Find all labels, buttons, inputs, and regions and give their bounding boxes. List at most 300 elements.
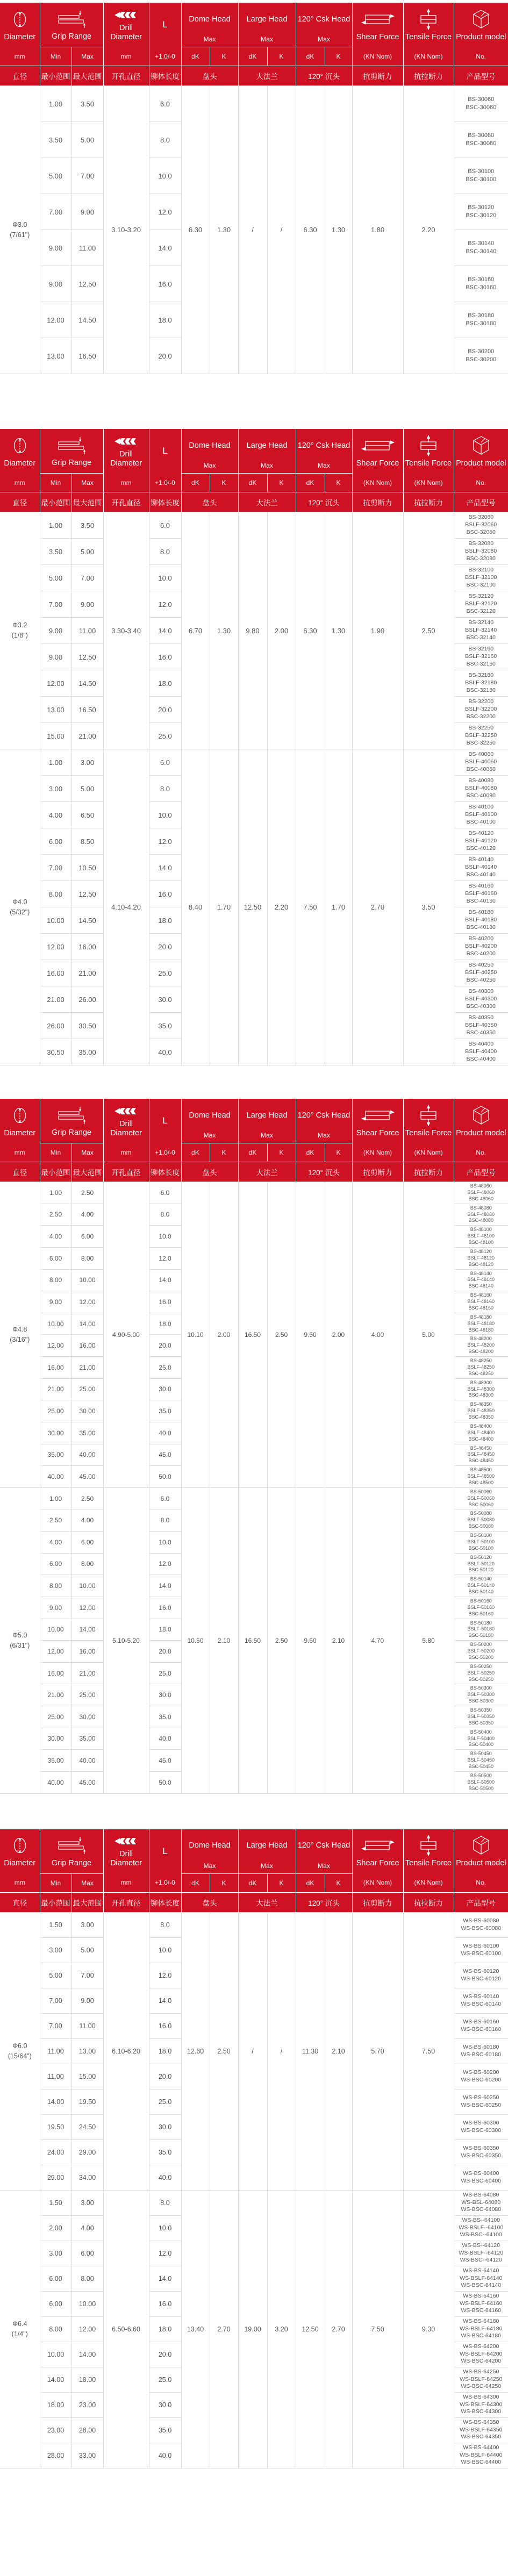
shear-force-cell: 4.00 [352,1182,403,1488]
product-model-cell [454,1291,508,1313]
dome-k-cell: 1.70 [210,749,238,1065]
grip-range-icon [56,429,87,459]
product-model: BSLF-40100 [465,811,497,818]
header-unit: Max [71,1873,103,1892]
header-label: Grip Range [51,1858,92,1867]
grip-max-cell: 7.00 [71,1963,103,1988]
product-model: BS-50140 [470,1576,492,1582]
product-model: BSLF-48080 [467,1211,495,1217]
product-model-cell [454,1988,508,2013]
header-120-csk-head [296,429,352,474]
product-model-cell [454,1182,508,1204]
diameter-value: Φ3.2 [12,621,27,629]
header-unit: Max [71,47,103,66]
product-model: BS-40300 [468,988,494,995]
header-cn-label: 抗剪断力 [352,1162,403,1182]
grip-max-cell: 14.00 [71,1619,103,1641]
product-model: BSC-50120 [468,1567,494,1573]
header-unit: No. [454,47,508,66]
product-model: WS-BS-60200 [463,2069,499,2076]
product-model: BS-48200 [470,1336,492,1342]
length-cell: 45.0 [149,1750,181,1772]
header-label: Product model [456,459,506,468]
product-box-icon [472,429,490,459]
header-label: Drill Diameter [110,23,142,41]
spec-table-3 [0,1099,508,1794]
length-cell: 18.0 [149,2316,181,2342]
product-model: BSC-30200 [466,356,497,363]
product-model: WS-BSC-64180 [461,2332,502,2339]
header-cn-label: 产品型号 [454,492,508,512]
length-cell: 8.0 [149,122,181,158]
dome-dk-cell: 6.30 [181,86,210,374]
header-unit: K [210,1143,238,1162]
csk-dk-cell: 6.30 [296,86,325,374]
tensile-force-cell: 3.50 [403,749,454,1065]
header-label: Product model [456,1128,506,1137]
length-cell: 18.0 [149,670,181,697]
product-model-cell [454,2190,508,2215]
length-cell: 25.0 [149,2367,181,2392]
header-unit: K [210,47,238,66]
grip-max-cell: 4.00 [71,2215,103,2241]
header-cn-label: 产品型号 [454,1162,508,1182]
product-model: BSLF-50250 [467,1670,495,1676]
product-model: BSC-50500 [468,1785,494,1791]
header-cn-label: 抗拉断力 [403,1162,454,1182]
product-model: BS-48300 [470,1379,492,1385]
grip-min-cell: 21.00 [40,986,71,1013]
product-model: BS-50200 [470,1642,492,1648]
length-cell: 10.0 [149,1937,181,1963]
product-model: WS-BS-60250 [463,2094,499,2101]
product-model: BSLF-48250 [467,1364,495,1370]
product-model: BS-30120 [468,204,495,211]
product-model: BSC-50250 [468,1676,494,1682]
tensile-force-icon [418,1829,439,1859]
grip-min-cell: 3.00 [40,776,71,802]
grip-min-cell: 15.00 [40,723,71,749]
csk-dk-cell: 6.30 [296,512,325,749]
grip-min-cell: 3.50 [40,122,71,158]
product-model: WS-BSLF-64180 [460,2325,503,2332]
large-k-cell: / [267,86,296,374]
header-cn-label: 抗拉断力 [403,66,454,86]
product-model-cell [454,2417,508,2443]
grip-max-cell: 8.00 [71,1247,103,1269]
product-model: BS-30180 [468,312,495,319]
header-drill-diameter [103,429,149,474]
length-cell: 25.0 [149,1357,181,1379]
product-model: WS-BS-64080 [463,2191,499,2198]
product-model: BSLF-48450 [467,1451,495,1457]
product-model-cell [454,1039,508,1065]
header-max-label: Max [261,462,273,469]
product-model: WS-BSC-60250 [461,2101,502,2108]
drill-icon [113,1829,139,1850]
grip-max-cell: 14.00 [71,1313,103,1335]
grip-min-cell: 1.50 [40,1912,71,1937]
product-model: BSC-50200 [468,1654,494,1660]
header-label: Tensile Force [405,32,452,41]
product-model: BSC-40250 [466,976,496,983]
csk-dk-cell: 9.50 [296,1182,325,1488]
tensile-force-icon [418,429,439,459]
header-cn-label: 最大范围 [71,492,103,512]
header-cn-label: 抗剪断力 [352,1892,403,1912]
product-model-cell [454,1487,508,1509]
header-unit: dK [238,1143,267,1162]
length-cell: 35.0 [149,1400,181,1422]
length-cell: 10.0 [149,158,181,194]
header-large-head [238,1829,296,1874]
drill-icon [113,429,139,450]
large-k-cell: / [267,1912,296,2190]
product-model-cell [454,1706,508,1728]
product-model: WS-BSC-64140 [461,2282,502,2289]
header-label: Tensile Force [405,1859,452,1868]
grip-max-cell: 45.00 [71,1771,103,1793]
product-model: BS-40350 [468,1014,494,1021]
header-diameter [0,3,40,47]
header-label: Dome Head [189,1841,231,1850]
product-model-cell [454,1444,508,1466]
product-model: WS-BS-64400 [463,2444,499,2451]
length-cell: 40.0 [149,2165,181,2190]
product-model-cell [454,855,508,881]
header-unit: dK [238,1873,267,1892]
product-model: BSC-48080 [468,1218,494,1223]
header-120-csk-head [296,1829,352,1874]
product-model: BSC-40400 [466,1055,496,1062]
product-model: BSLF-32080 [465,548,497,555]
product-model: BS-32160 [468,646,494,653]
grip-min-cell: 6.00 [40,2291,71,2316]
grip-max-cell: 10.00 [71,1269,103,1291]
header-units-row [0,474,508,492]
header-unit: (KN Nom) [352,474,403,492]
grip-max-cell: 12.00 [71,1597,103,1619]
length-cell: 12.0 [149,1553,181,1575]
diameter-icon [13,1099,27,1128]
product-model: BSC-50080 [468,1523,494,1529]
grip-max-cell: 16.00 [71,1335,103,1357]
length-cell: 18.0 [149,1313,181,1335]
product-model-cell [454,723,508,749]
header-label: Product model [456,1859,506,1868]
grip-min-cell: 5.00 [40,158,71,194]
grip-min-cell: 12.00 [40,1335,71,1357]
grip-min-cell: 14.00 [40,2089,71,2114]
product-model: BSC-32080 [466,555,496,562]
header-dome-head [181,429,238,474]
csk-k-cell: 2.00 [325,1182,352,1488]
product-model: BS-30060 [468,96,495,103]
grip-max-cell: 6.00 [71,1532,103,1554]
length-cell: 18.0 [149,2038,181,2064]
diameter-fraction: (5/32") [10,908,30,916]
spec-row [0,2190,508,2215]
length-cell: 30.0 [149,1378,181,1400]
header-unit: +1.0/-0 [149,474,181,492]
csk-k-cell: 2.10 [325,1912,352,2190]
header-label: Grip Range [51,459,92,468]
header-large-head [238,3,296,47]
header-label-row [0,3,508,47]
product-model-cell [454,2215,508,2241]
grip-max-cell: 11.00 [71,230,103,266]
product-model-cell [454,2165,508,2190]
table-body [0,1912,508,2468]
product-model: WS-BSC-60400 [461,2177,502,2184]
dome-dk-cell: 13.40 [181,2190,210,2468]
grip-min-cell: 25.00 [40,1706,71,1728]
length-cell: 8.0 [149,539,181,565]
product-model: BS-50400 [470,1729,492,1735]
product-model-cell [454,986,508,1013]
product-model: BS-50300 [470,1685,492,1691]
header-label: Shear Force [356,1859,399,1868]
grip-max-cell: 2.50 [71,1487,103,1509]
length-cell: 35.0 [149,2417,181,2443]
header-product-model [454,1829,508,1874]
dome-dk-cell: 8.40 [181,749,210,1065]
header-label: 120° Csk Head [297,1111,350,1120]
product-model-cell [454,1204,508,1226]
grip-max-cell: 14.50 [71,907,103,934]
product-model: WS-BS-64300 [463,2393,499,2400]
product-model: BSC-40350 [466,1029,496,1036]
length-cell: 30.0 [149,2392,181,2417]
product-model: BSLF-48060 [467,1189,495,1195]
product-model: BSLF-48120 [467,1255,495,1261]
product-model-cell [454,2316,508,2342]
header-max-label: Max [203,1132,216,1139]
header-unit: K [325,1143,352,1162]
dome-k-cell: 1.30 [210,512,238,749]
grip-max-cell: 16.50 [71,338,103,374]
product-model: BS-48140 [470,1270,492,1276]
header-max-label: Max [203,462,216,469]
product-model-cell [454,2089,508,2114]
header-chinese-row [0,1162,508,1182]
product-model: BS-40080 [468,777,494,784]
product-model: WS-BSLF--64120 [459,2249,504,2256]
length-cell: 10.0 [149,802,181,828]
header-cn-label: 120° 沉头 [296,492,352,512]
diameter-fraction: (1/4") [11,2330,28,2338]
header-label: Drill Diameter [110,1850,142,1868]
grip-min-cell: 35.00 [40,1750,71,1772]
product-model: BS-50450 [470,1751,492,1757]
product-model: WS-BS-64350 [463,2418,499,2425]
length-cell: 6.0 [149,512,181,539]
large-dk-cell: / [238,1912,267,2190]
header-cn-label: 最大范围 [71,66,103,86]
header-product-model [454,429,508,474]
grip-min-cell: 23.00 [40,2417,71,2443]
spec-table-2 [0,429,508,1065]
csk-dk-cell: 9.50 [296,1487,325,1793]
product-model: BSLF-40120 [465,838,497,845]
product-model: BSLF-48500 [467,1473,495,1479]
grip-min-cell: 11.00 [40,2064,71,2089]
product-model: BS-50120 [470,1554,492,1560]
product-model: BS-32100 [468,567,494,574]
grip-min-cell: 26.00 [40,1013,71,1039]
diameter-value: Φ4.8 [12,1326,27,1334]
product-model-cell [454,1226,508,1248]
header-units-row [0,47,508,66]
diameter-fraction: (7/61") [10,231,30,239]
shear-force-icon [361,1829,395,1859]
header-label: Shear Force [356,1128,399,1137]
header-cn-label: 抗剪断力 [352,492,403,512]
product-model: WS-BS-60100 [463,1942,499,1949]
drill-diameter-cell: 3.30-3.40 [103,512,149,749]
length-cell: 8.0 [149,776,181,802]
spec-row [0,1487,508,1509]
product-model: BSC-40200 [466,950,496,957]
shear-force-icon [361,429,395,459]
header-unit: Min [40,474,71,492]
grip-max-cell: 16.50 [71,697,103,723]
header-drill-diameter [103,3,149,47]
product-model-cell [454,1269,508,1291]
product-model-cell [454,1728,508,1750]
product-model-cell [454,1357,508,1379]
header-dome-head [181,3,238,47]
product-model: BS-48400 [470,1423,492,1429]
grip-min-cell: 12.00 [40,934,71,960]
header-cn-label: 抗拉断力 [403,492,454,512]
product-model: BS-30140 [468,240,495,247]
shear-force-cell: 2.70 [352,749,403,1065]
header-drill-diameter [103,1099,149,1143]
grip-min-cell: 1.00 [40,512,71,539]
product-model: BS-32080 [468,540,494,547]
grip-max-cell: 4.00 [71,1204,103,1226]
grip-min-cell: 4.00 [40,802,71,828]
product-model: BSLF-40350 [465,1022,497,1029]
grip-max-cell: 30.50 [71,1013,103,1039]
grip-max-cell: 6.00 [71,2241,103,2266]
header-label: Drill Diameter [110,1119,142,1137]
grip-min-cell: 4.00 [40,1226,71,1248]
product-model: BS-30200 [468,348,495,355]
product-model: BS-32120 [468,593,494,600]
product-model: BS-48060 [470,1183,492,1189]
drill-diameter-cell: 5.10-5.20 [103,1487,149,1793]
product-model-cell [454,2139,508,2165]
product-model: BSC-32250 [466,739,496,746]
header-cn-label: 直径 [0,492,40,512]
header-unit: mm [103,1143,149,1162]
grip-min-cell: 9.00 [40,1597,71,1619]
product-model: BSC-50100 [468,1545,494,1551]
header-unit: K [267,1143,296,1162]
product-model: BSC-48140 [468,1283,494,1289]
product-model: BS-40120 [468,830,494,837]
length-cell: 16.0 [149,266,181,302]
grip-max-cell: 7.00 [71,565,103,591]
product-model-cell [454,749,508,776]
product-model: BSLF-50400 [467,1735,495,1741]
product-model-cell [454,266,508,302]
product-model-cell [454,644,508,670]
product-model: BS-48120 [470,1248,492,1254]
header-max-label: Max [318,462,330,469]
spec-row [0,1912,508,1937]
length-cell: 35.0 [149,2139,181,2165]
grip-min-cell: 1.50 [40,2190,71,2215]
product-model: BSC-50160 [468,1611,494,1616]
header-unit: Min [40,1143,71,1162]
product-model: WS-BSC-64350 [461,2434,502,2441]
grip-min-cell: 7.00 [40,194,71,230]
grip-max-cell: 14.50 [71,302,103,338]
header-label: Diameter [4,32,36,41]
product-model: WS-BS-60080 [463,1917,499,1924]
product-model: WS-BS-64160 [463,2292,499,2299]
product-model-cell [454,1313,508,1335]
length-cell: 10.0 [149,1532,181,1554]
header-cn-label: 铆体长度 [149,492,181,512]
product-model: WS-BSLF-64140 [460,2274,503,2281]
length-cell: 20.0 [149,697,181,723]
header-cn-label: 120° 沉头 [296,1892,352,1912]
product-model: BSLF-32160 [465,653,497,660]
grip-min-cell: 10.00 [40,907,71,934]
header-label-row [0,1829,508,1874]
product-model: BSLF-50500 [467,1779,495,1785]
product-model-cell [454,565,508,591]
product-model: WS-BSC-64200 [461,2358,502,2365]
length-cell: 40.0 [149,2443,181,2468]
grip-min-cell: 3.50 [40,539,71,565]
header-shear-force [352,1829,403,1874]
header-unit: No. [454,1143,508,1162]
grip-max-cell: 23.00 [71,2392,103,2417]
csk-dk-cell: 11.30 [296,1912,325,2190]
grip-min-cell: 3.00 [40,2241,71,2266]
grip-max-cell: 12.50 [71,266,103,302]
grip-min-cell: 12.00 [40,302,71,338]
product-model: WS-BSC-60120 [461,1975,502,1982]
drill-diameter-cell: 6.10-6.20 [103,1912,149,2190]
grip-min-cell: 40.00 [40,1466,71,1488]
product-model-cell [454,2443,508,2468]
tensile-force-cell: 2.20 [403,86,454,374]
product-model: WS-BS-64200 [463,2343,499,2350]
header-l [149,1099,181,1143]
grip-max-cell: 3.50 [71,512,103,539]
header-label: Diameter [4,1128,36,1137]
tensile-force-icon [418,1099,439,1128]
header-unit: K [267,1873,296,1892]
product-model: BSC-48350 [468,1414,494,1420]
spec-section-4 [0,1829,508,2468]
product-model: BS-32060 [468,514,494,521]
header-cn-label: 开孔直径 [103,66,149,86]
product-model: WS-BSC-64400 [461,2459,502,2466]
grip-min-cell: 6.00 [40,828,71,855]
header-shear-force [352,1099,403,1143]
grip-max-cell: 35.00 [71,1422,103,1444]
product-model: WS-BS-64140 [463,2267,499,2274]
grip-min-cell: 3.00 [40,1937,71,1963]
diameter-cell [0,1182,40,1488]
